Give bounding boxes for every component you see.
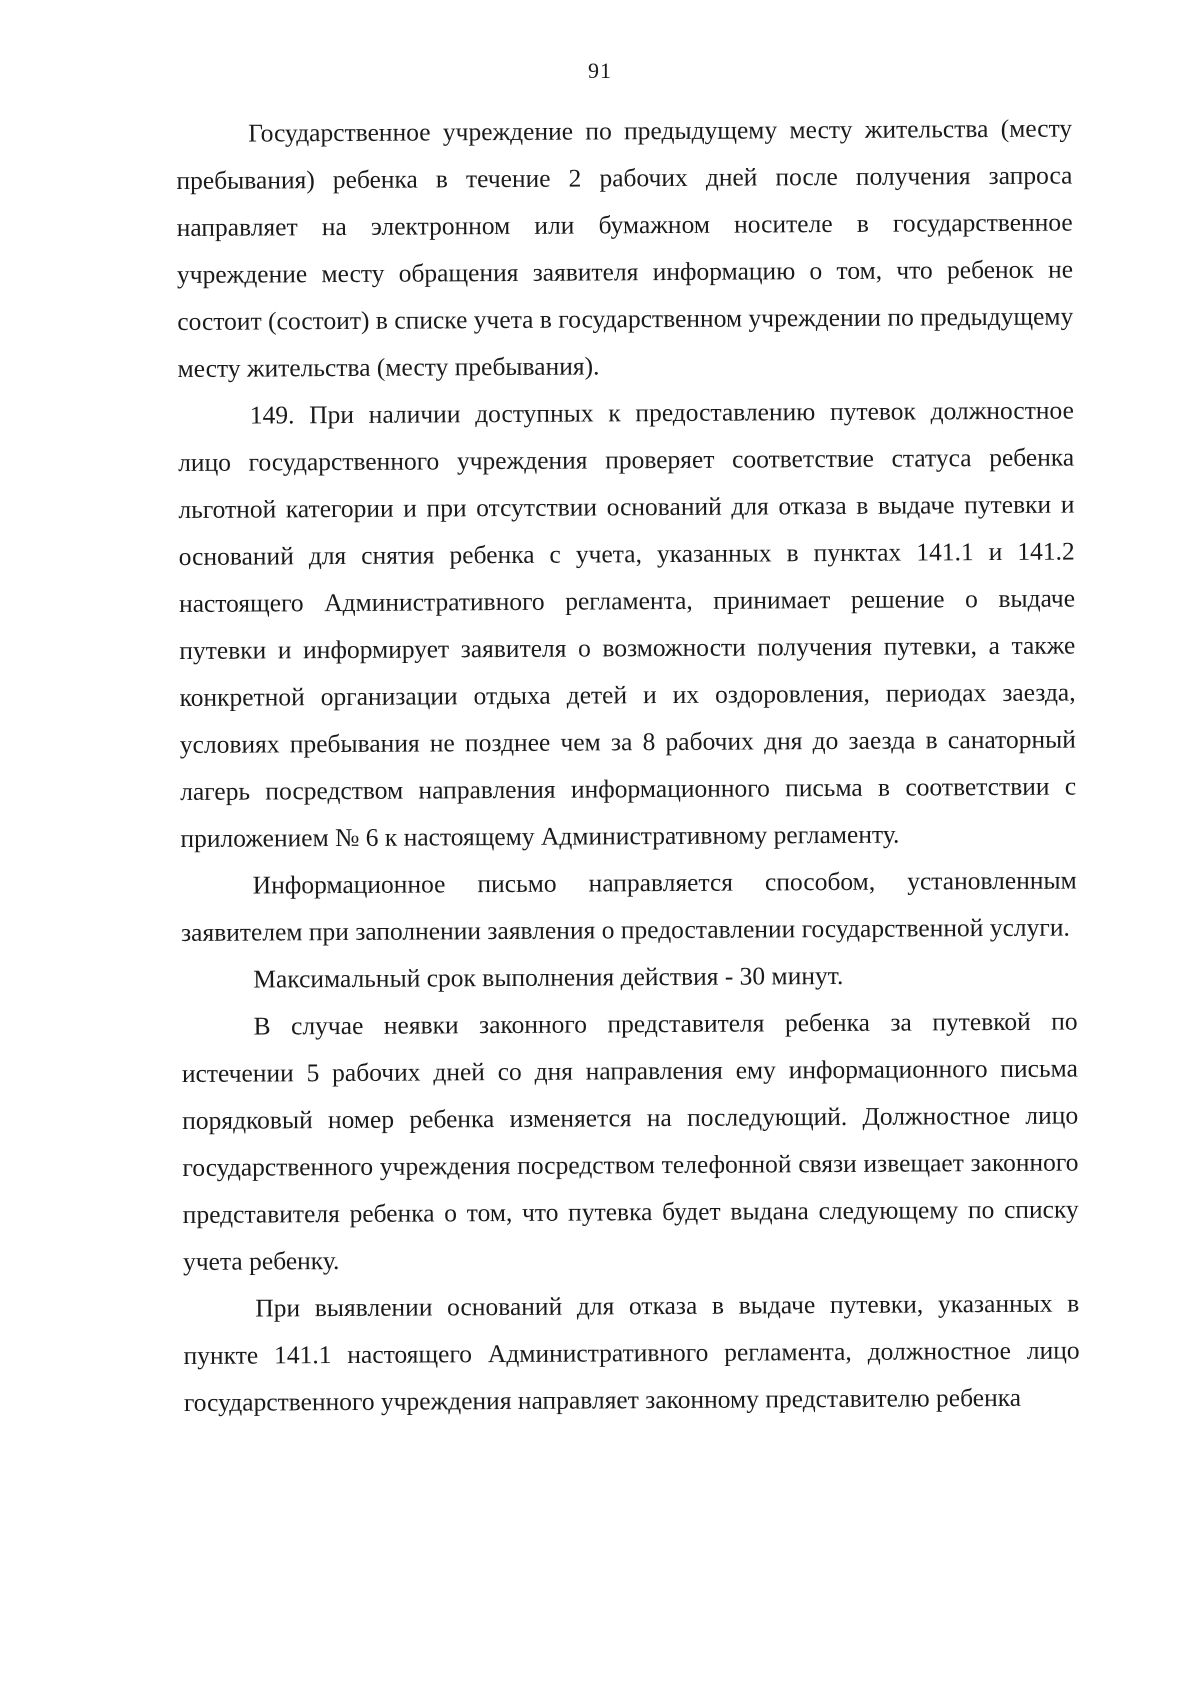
document-body [176,105,1080,1426]
paragraph: Государственное учреждение по предыдущему месту жительства (месту пребывания) ребенка в течение 2 рабочих дней после получения запроса направляет на электронном или бумажном носителе в государственное учреждение месту обращения заявителя информацию о том, что ребенок не состоит (состоит) в списке учета в государственном учреждении по предыдущему месту жительства (месту пребывания). [176,113,1074,383]
paragraph: 149. При наличии доступных к предоставлению путевок должностное лицо государственного учреждения проверяет соответствие статуса ребенка льготной категории и при отсутствии оснований для отказа в выдаче путевки и оснований для снятия ребенка с учета, указанных в пунктах 141.1 и 141.2 настоящего Административного регламента, принимает решение о выдаче путевки и информирует заявителя о возможности получения путевки, а также конкретной организации отдыха детей и их оздоровления, периодах заезда, условиях пребывания не позднее чем за 8 рабочих дня до заезда в санаторный лагерь посредством направления информационного письма в соответствии с приложением № 6 к настоящему Административному регламенту. [178,395,1077,853]
paragraph: В случае неявки законного представителя ребенка за путевкой по истечении 5 рабочих дней со дня направления ему информационного письма порядковый номер ребенка изменяется на последующий. Должностное лицо государственного учреждения посредством телефонной связи извещает законного представителя ребенка о том, что путевка будет выдана следующему по списку учета ребенку. [181,1006,1079,1276]
paragraph: Информационное письмо направляется способом, установленным заявителем при заполнении заявления о предоставлении государственной услуги. [180,865,1077,947]
paragraph: Максимальный срок выполнения действия - 30 минут. [253,960,844,994]
page-number: 91 [588,58,612,83]
paragraph: При выявлении оснований для отказа в выдаче путевки, указанных в пункте 141.1 настоящего Административного регламента, должностное лицо государственного учреждения направляет законному представителю ребенка [183,1288,1080,1417]
